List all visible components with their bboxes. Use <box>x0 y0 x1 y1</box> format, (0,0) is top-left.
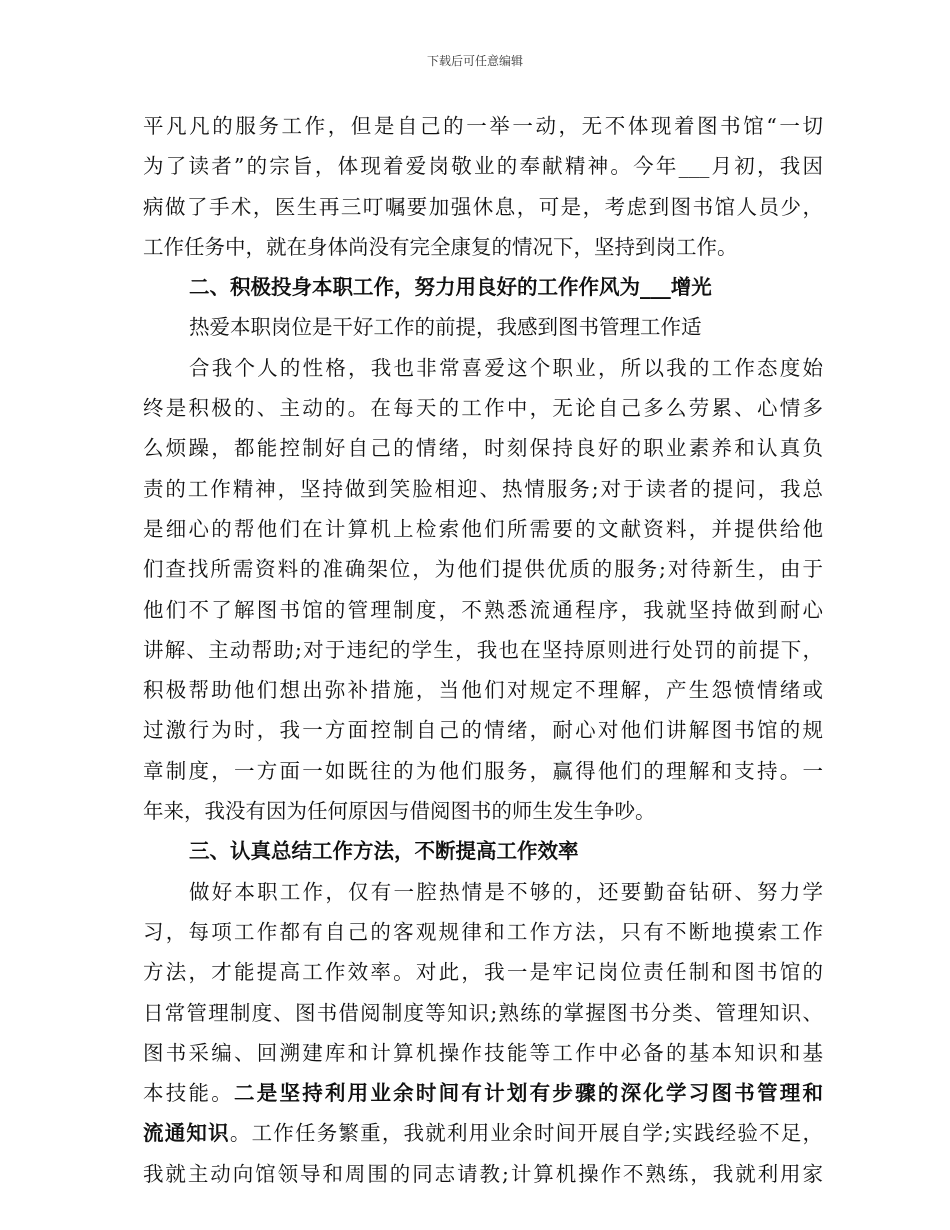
text-line: 合我个人的性格，我也非常喜爱这个职业，所以我的工作态度始 <box>189 355 823 380</box>
text-line: 他们不了解图书馆的管理制度，不熟悉流通程序，我就坚持做到耐心 <box>143 597 823 622</box>
text-line: 积极帮助他们想出弥补措施，当他们对规定不理解，产生怨愤情绪或 <box>143 678 823 703</box>
text-line: 方法，才能提高工作效率。对此，我一是牢记岗位责任制和图书馆的 <box>143 960 823 985</box>
text-line: 工作任务中，就在身体尚没有完全康复的情况下，坚持到岗工作。 <box>143 234 738 259</box>
text-line-mixed <box>143 1113 823 1153</box>
text-line: 习，每项工作都有自己的客观规律和工作方法，只有不断地摸索工作 <box>143 919 823 944</box>
page-header: 下载后可任意编辑 <box>426 54 523 68</box>
text-line-mixed <box>143 1073 823 1113</box>
text-line: 章制度，一方面一如既往的为他们服务，赢得他们的理解和支持。一 <box>143 758 823 783</box>
bold-text: 二是坚持利用业余时间有计划有步骤的深化学习图书管理和 <box>233 1081 823 1106</box>
text-line: 图书采编、回溯建库和计算机操作技能等工作中必备的基本知识和基 <box>143 1040 823 1065</box>
text-line: 讲解、主动帮助;对于违纪的学生，我也在坚持原则进行处罚的前提下， <box>143 637 823 662</box>
section-heading: 三、认真总结工作方法，不断提高工作效率 <box>189 839 579 864</box>
normal-text: 本技能。 <box>143 1081 234 1106</box>
document-body <box>143 106 823 1194</box>
text-line: 我就主动向馆领导和周围的同志请教;计算机操作不熟练，我就利用家 <box>143 1161 823 1186</box>
text-line: 们查找所需资料的准确架位，为他们提供优质的服务;对待新生，由于 <box>143 557 823 582</box>
section-heading: 二、积极投身本职工作，努力用良好的工作作风为___增光 <box>189 275 712 300</box>
text-line: 过激行为时，我一方面控制自己的情绪，耐心对他们讲解图书馆的规 <box>143 718 823 743</box>
text-line: 年来，我没有因为任何原因与借阅图书的师生发生争吵。 <box>143 799 656 824</box>
text-line: 热爱本职岗位是干好工作的前提，我感到图书管理工作适 <box>189 315 702 340</box>
text-line: 平凡凡的服务工作，但是自己的一举一动，无不体现着图书馆“一切 <box>143 114 823 138</box>
text-line: 病做了手术，医生再三叮嘱要加强休息，可是，考虑到图书馆人员少， <box>143 194 823 219</box>
normal-text: 。工作任务繁重，我就利用业余时间开展自学;实践经验不足， <box>229 1121 823 1146</box>
text-line: 做好本职工作，仅有一腔热情是不够的，还要勤奋钻研、努力学 <box>189 879 823 904</box>
text-line: 责的工作精神，坚持做到笑脸相迎、热情服务;对于读者的提问，我总 <box>143 476 823 501</box>
text-line: 么烦躁，都能控制好自己的情绪，时刻保持良好的职业素养和认真负 <box>143 436 823 461</box>
text-line: 终是积极的、主动的。在每天的工作中，无论自己多么劳累、心情多 <box>143 396 823 421</box>
text-line: 为了读者”的宗旨，体现着爱岗敬业的奉献精神。今年___月初，我因 <box>143 154 823 179</box>
bold-text: 流通知识 <box>143 1121 230 1146</box>
text-line: 日常管理制度、图书借阅制度等知识;熟练的掌握图书分类、管理知识、 <box>143 1000 823 1025</box>
text-line: 是细心的帮他们在计算机上检索他们所需要的文献资料，并提供给他 <box>143 516 823 541</box>
